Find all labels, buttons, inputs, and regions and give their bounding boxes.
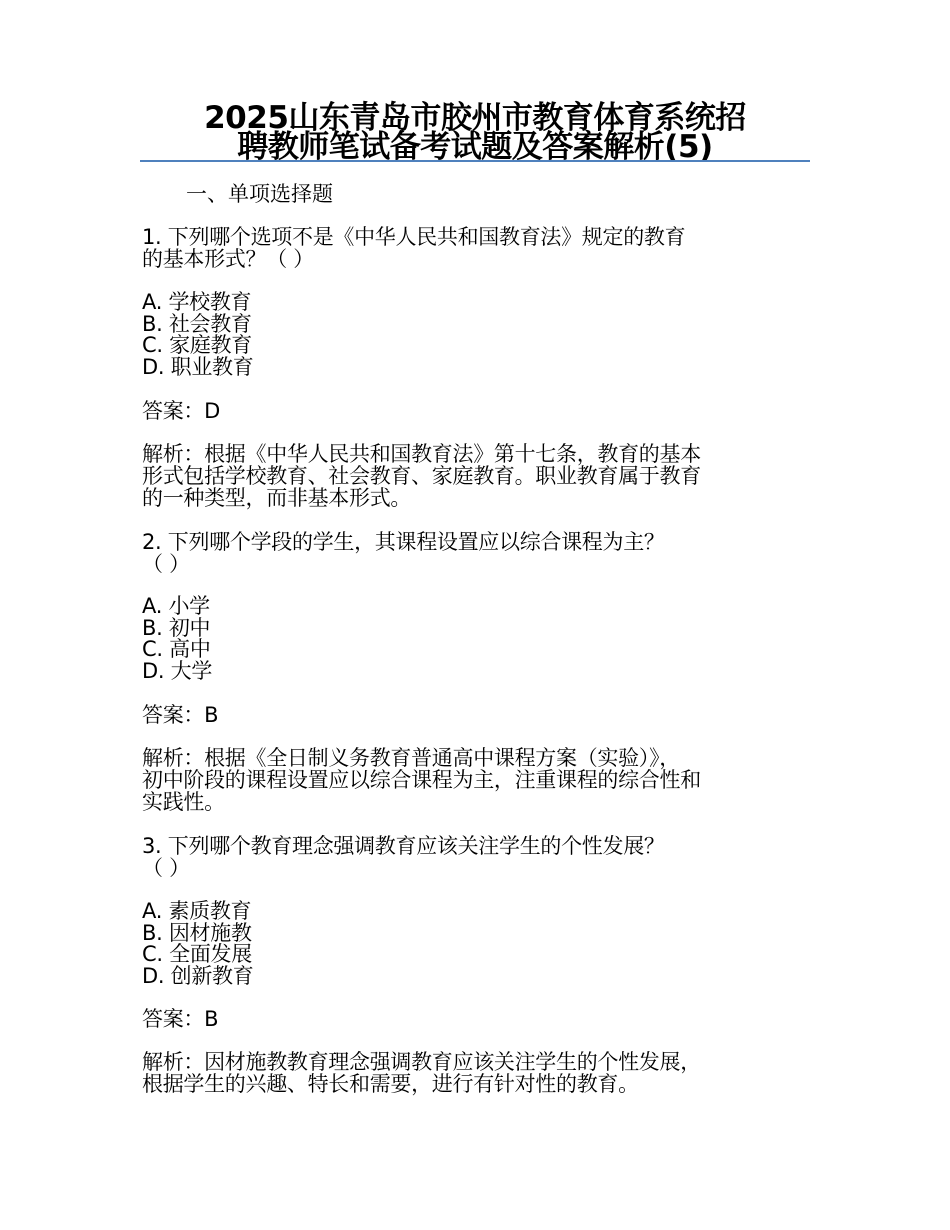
question-stem-line: （ ） — [142, 552, 190, 576]
question-1-stem — [142, 226, 812, 270]
analysis-line: 解析：根据《中华人民共和国教育法》第十七条，教育的基本 — [142, 442, 701, 466]
analysis-line: 形式包括学校教育、社会教育、家庭教育。职业教育属于教育 — [142, 464, 701, 488]
question-stem-line: 2. 下列哪个学段的学生，其课程设置应以综合课程为主？ — [142, 530, 665, 554]
section-heading: 一、单项选择题 — [186, 182, 333, 206]
question-1-analysis — [142, 443, 812, 509]
title-divider — [140, 160, 810, 162]
question-2-analysis — [142, 747, 812, 813]
question-stem-line: 1. 下列哪个选项不是《中华人民共和国教育法》规定的教育 — [142, 225, 686, 249]
analysis-line: 解析：因材施教教育理念强调教育应该关注学生的个性发展， — [142, 1050, 701, 1074]
question-stem-line: 3. 下列哪个教育理念强调教育应该关注学生的个性发展？ — [142, 834, 665, 858]
question-1-options — [142, 292, 812, 378]
option-b: B. 初中 — [142, 615, 211, 640]
option-a: A. 小学 — [142, 594, 210, 618]
option-c: C. 家庭教育 — [142, 333, 252, 357]
question-3-answer: 答案：B — [142, 1007, 219, 1031]
question-stem-line: （ ） — [142, 856, 190, 880]
option-d: D. 职业教育 — [142, 354, 254, 379]
analysis-line: 的一种类型，而非基本形式。 — [142, 486, 412, 510]
question-3-analysis — [142, 1051, 812, 1095]
option-d: D. 大学 — [142, 658, 213, 683]
question-3-stem — [142, 835, 812, 879]
analysis-line: 初中阶段的课程设置应以综合课程为主，注重课程的综合性和 — [142, 768, 701, 792]
question-1-answer: 答案：D — [142, 399, 220, 423]
question-stem-line: 的基本形式？（ ） — [142, 247, 314, 271]
option-c: C. 高中 — [142, 637, 211, 661]
option-d: D. 创新教育 — [142, 963, 254, 988]
title-line-1: 2025山东青岛市胶州市教育体育系统招 — [204, 100, 746, 136]
document-title — [140, 100, 810, 165]
question-2-answer: 答案：B — [142, 703, 219, 727]
analysis-line: 解析：根据《全日制义务教育普通高中课程方案（实验）》， — [142, 746, 680, 770]
question-2-stem — [142, 531, 812, 575]
title-line-2: 聘教师笔试备考试题及答案解析(5) — [237, 129, 713, 165]
option-c: C. 全面发展 — [142, 942, 252, 966]
option-b: B. 社会教育 — [142, 311, 252, 336]
option-a: A. 素质教育 — [142, 899, 252, 923]
analysis-line: 根据学生的兴趣、特长和需要，进行有针对性的教育。 — [142, 1072, 639, 1096]
option-a: A. 学校教育 — [142, 290, 252, 314]
question-2-options — [142, 596, 812, 682]
question-3-options — [142, 901, 812, 987]
analysis-line: 实践性。 — [142, 790, 225, 814]
option-b: B. 因材施教 — [142, 920, 252, 945]
